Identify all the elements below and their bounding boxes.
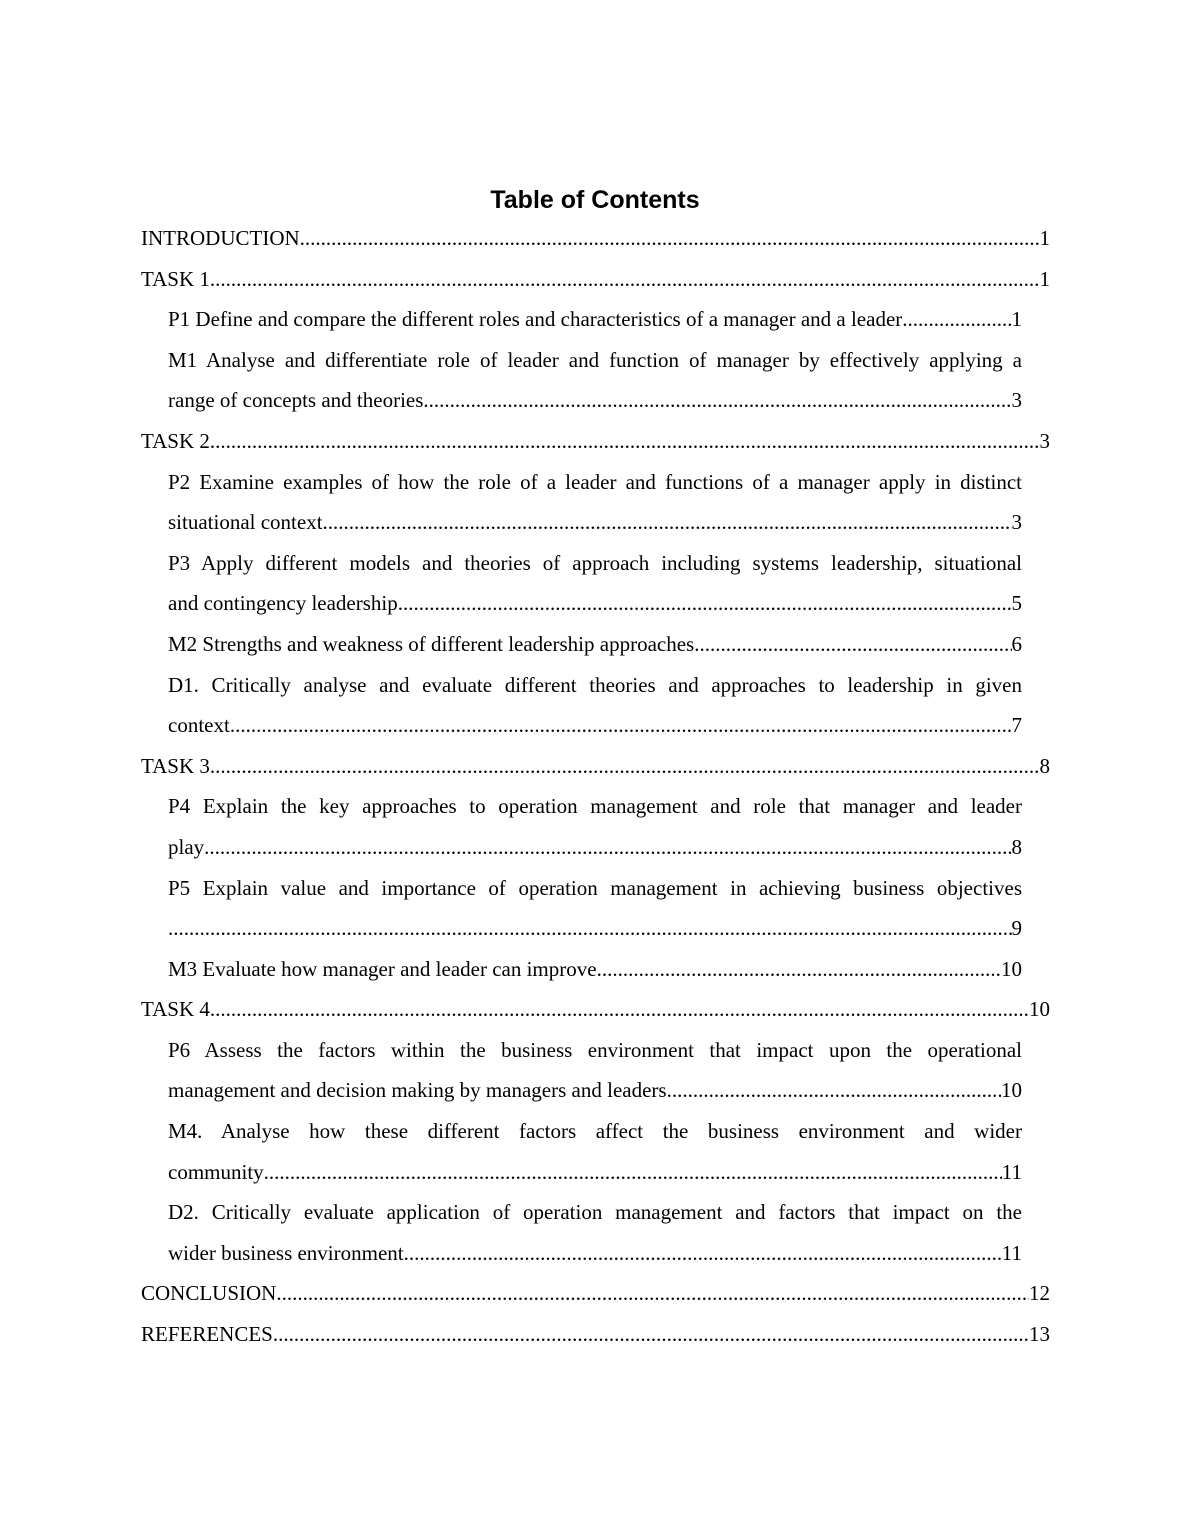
toc-entry-text: P3 Apply different models and theories of approach including systems leadership, situational bbox=[168, 550, 1022, 575]
toc-entry[interactable] bbox=[141, 665, 1050, 746]
toc-entry-last-line bbox=[168, 299, 1022, 340]
toc-page-number: 10 bbox=[1001, 1078, 1022, 1103]
toc-entry[interactable] bbox=[141, 543, 1050, 624]
toc-entry[interactable] bbox=[141, 299, 1050, 340]
toc-entry-line bbox=[168, 868, 1022, 909]
toc-entry-last-line bbox=[141, 1314, 1050, 1355]
toc-page-number: 10 bbox=[1029, 997, 1050, 1022]
toc-page-number: 10 bbox=[1001, 956, 1022, 981]
toc-entry-last-line bbox=[141, 989, 1050, 1030]
toc-page-number: 1 bbox=[1011, 307, 1022, 332]
toc-entry[interactable] bbox=[141, 462, 1050, 543]
toc-entry-text: P4 Explain the key approaches to operation management and role that manager and leader bbox=[168, 794, 1022, 819]
toc-entry-text: TASK 4 bbox=[141, 997, 210, 1022]
toc-entry[interactable] bbox=[141, 218, 1050, 259]
toc-page-number: 6 bbox=[1011, 631, 1022, 656]
dot-leader bbox=[398, 583, 1012, 624]
dot-leader bbox=[323, 502, 1012, 543]
toc-entry-last-line bbox=[168, 949, 1022, 990]
toc-page-number: 3 bbox=[1039, 428, 1050, 453]
toc-page-number: 5 bbox=[1011, 591, 1022, 616]
toc-entry-line bbox=[168, 1192, 1022, 1233]
toc-page-number: 3 bbox=[1011, 510, 1022, 535]
toc-entry-last-line bbox=[141, 218, 1050, 259]
toc-title: Table of Contents bbox=[490, 186, 700, 214]
toc-entry-text: TASK 3 bbox=[141, 753, 210, 778]
toc-entry-line bbox=[168, 786, 1022, 827]
dot-leader bbox=[597, 949, 1001, 990]
toc-entry[interactable] bbox=[141, 259, 1050, 300]
toc-entry-last-line bbox=[141, 1273, 1050, 1314]
toc-entry-text: TASK 2 bbox=[141, 428, 210, 453]
toc-entry[interactable] bbox=[141, 340, 1050, 421]
toc-entry-text: M3 Evaluate how manager and leader can improve bbox=[168, 956, 597, 981]
toc-entry-last-line bbox=[168, 908, 1022, 949]
dot-leader bbox=[210, 989, 1029, 1030]
toc-entry-text: D2. Critically evaluate application of operation management and factors that impact on the bbox=[168, 1200, 1022, 1225]
toc-entry-text: P1 Define and compare the different roles and characteristics of a manager and a leader bbox=[168, 307, 903, 332]
toc-entry-last-line bbox=[168, 827, 1022, 868]
toc-entry-text: TASK 1 bbox=[141, 266, 210, 291]
toc-page-number: 11 bbox=[1001, 1240, 1022, 1265]
table-of-contents bbox=[141, 218, 1050, 1355]
toc-entry-line bbox=[168, 1030, 1022, 1071]
toc-entry-text: CONCLUSION bbox=[141, 1281, 277, 1306]
toc-entry-text: P6 Assess the factors within the business environment that impact upon the operational bbox=[168, 1037, 1022, 1062]
toc-entry-last-line bbox=[141, 421, 1050, 462]
toc-page-number: 1 bbox=[1039, 226, 1050, 250]
toc-entry[interactable] bbox=[141, 624, 1050, 665]
toc-page-number: 8 bbox=[1011, 834, 1022, 859]
toc-page-number: 8 bbox=[1039, 753, 1050, 778]
toc-entry-last-line bbox=[168, 1152, 1022, 1193]
toc-entry-last-line bbox=[168, 502, 1022, 543]
toc-entry-text: play bbox=[168, 834, 205, 859]
dot-leader bbox=[210, 746, 1040, 787]
toc-entry-text: P5 Explain value and importance of operation management in achieving business objectives bbox=[168, 875, 1022, 900]
toc-entry-line bbox=[168, 462, 1022, 503]
toc-entry-last-line bbox=[168, 705, 1022, 746]
dot-leader bbox=[230, 705, 1012, 746]
toc-entry-text: and contingency leadership bbox=[168, 591, 398, 616]
toc-entry-text: M4. Analyse how these different factors affect the business environment and wider bbox=[168, 1119, 1022, 1144]
toc-page-number: 1 bbox=[1039, 266, 1050, 291]
toc-entry-line bbox=[168, 1111, 1022, 1152]
toc-entry-text: management and decision making by managers and leaders bbox=[168, 1078, 667, 1103]
toc-page-number: 7 bbox=[1011, 713, 1022, 738]
toc-entry-text: REFERENCES bbox=[141, 1322, 273, 1347]
dot-leader bbox=[204, 827, 1011, 868]
dot-leader bbox=[694, 624, 1011, 665]
dot-leader bbox=[273, 1314, 1029, 1355]
toc-entry[interactable] bbox=[141, 989, 1050, 1030]
toc-entry-last-line bbox=[141, 259, 1050, 300]
toc-entry-last-line bbox=[141, 746, 1050, 787]
toc-entry-line bbox=[168, 543, 1022, 584]
toc-entry-last-line bbox=[168, 380, 1022, 421]
toc-entry-text: community bbox=[168, 1159, 264, 1184]
toc-entry-line bbox=[168, 340, 1022, 381]
toc-entry-line bbox=[168, 665, 1022, 706]
toc-entry-text: M2 Strengths and weakness of different leadership approaches bbox=[168, 631, 695, 656]
toc-entry[interactable] bbox=[141, 1111, 1050, 1192]
toc-entry-text: P2 Examine examples of how the role of a leader and functions of a manager apply in distinct bbox=[168, 469, 1022, 494]
toc-entry[interactable] bbox=[141, 868, 1050, 949]
toc-entry-last-line bbox=[168, 1233, 1022, 1274]
toc-entry-text: context bbox=[168, 713, 230, 738]
toc-entry[interactable] bbox=[141, 1273, 1050, 1314]
toc-entry-text: situational context bbox=[168, 510, 323, 535]
dot-leader bbox=[902, 299, 1011, 340]
toc-entry-text: wider business environment bbox=[168, 1240, 404, 1265]
toc-entry-text: M1 Analyse and differentiate role of leader and function of manager by effectively applying a bbox=[168, 347, 1022, 372]
toc-entry-text: range of concepts and theories bbox=[168, 388, 424, 413]
toc-entry[interactable] bbox=[141, 1314, 1050, 1355]
dot-leader bbox=[210, 421, 1040, 462]
toc-entry-text: D1. Critically analyse and evaluate different theories and approaches to leadership in given bbox=[168, 672, 1022, 697]
dot-leader bbox=[667, 1070, 1001, 1111]
toc-entry-text: INTRODUCTION bbox=[141, 226, 300, 250]
dot-leader bbox=[276, 1273, 1029, 1314]
toc-entry[interactable] bbox=[141, 1030, 1050, 1111]
toc-page-number: 9 bbox=[1011, 916, 1022, 941]
toc-page-number: 11 bbox=[1001, 1159, 1022, 1184]
dot-leader bbox=[404, 1233, 1002, 1274]
dot-leader bbox=[210, 259, 1040, 300]
dot-leader bbox=[300, 218, 1040, 259]
dot-leader bbox=[264, 1152, 1002, 1193]
toc-entry[interactable] bbox=[141, 786, 1050, 867]
toc-entry[interactable] bbox=[141, 421, 1050, 462]
toc-page-number: 13 bbox=[1029, 1322, 1050, 1347]
toc-page-number: 12 bbox=[1029, 1281, 1050, 1306]
dot-leader bbox=[168, 908, 1012, 949]
toc-entry-last-line bbox=[168, 1070, 1022, 1111]
toc-entry[interactable] bbox=[141, 1192, 1050, 1273]
dot-leader bbox=[423, 380, 1011, 421]
toc-entry[interactable] bbox=[141, 949, 1050, 990]
toc-entry-last-line bbox=[168, 624, 1022, 665]
toc-page-number: 3 bbox=[1011, 388, 1022, 413]
toc-entry[interactable] bbox=[141, 746, 1050, 787]
toc-entry-last-line bbox=[168, 583, 1022, 624]
